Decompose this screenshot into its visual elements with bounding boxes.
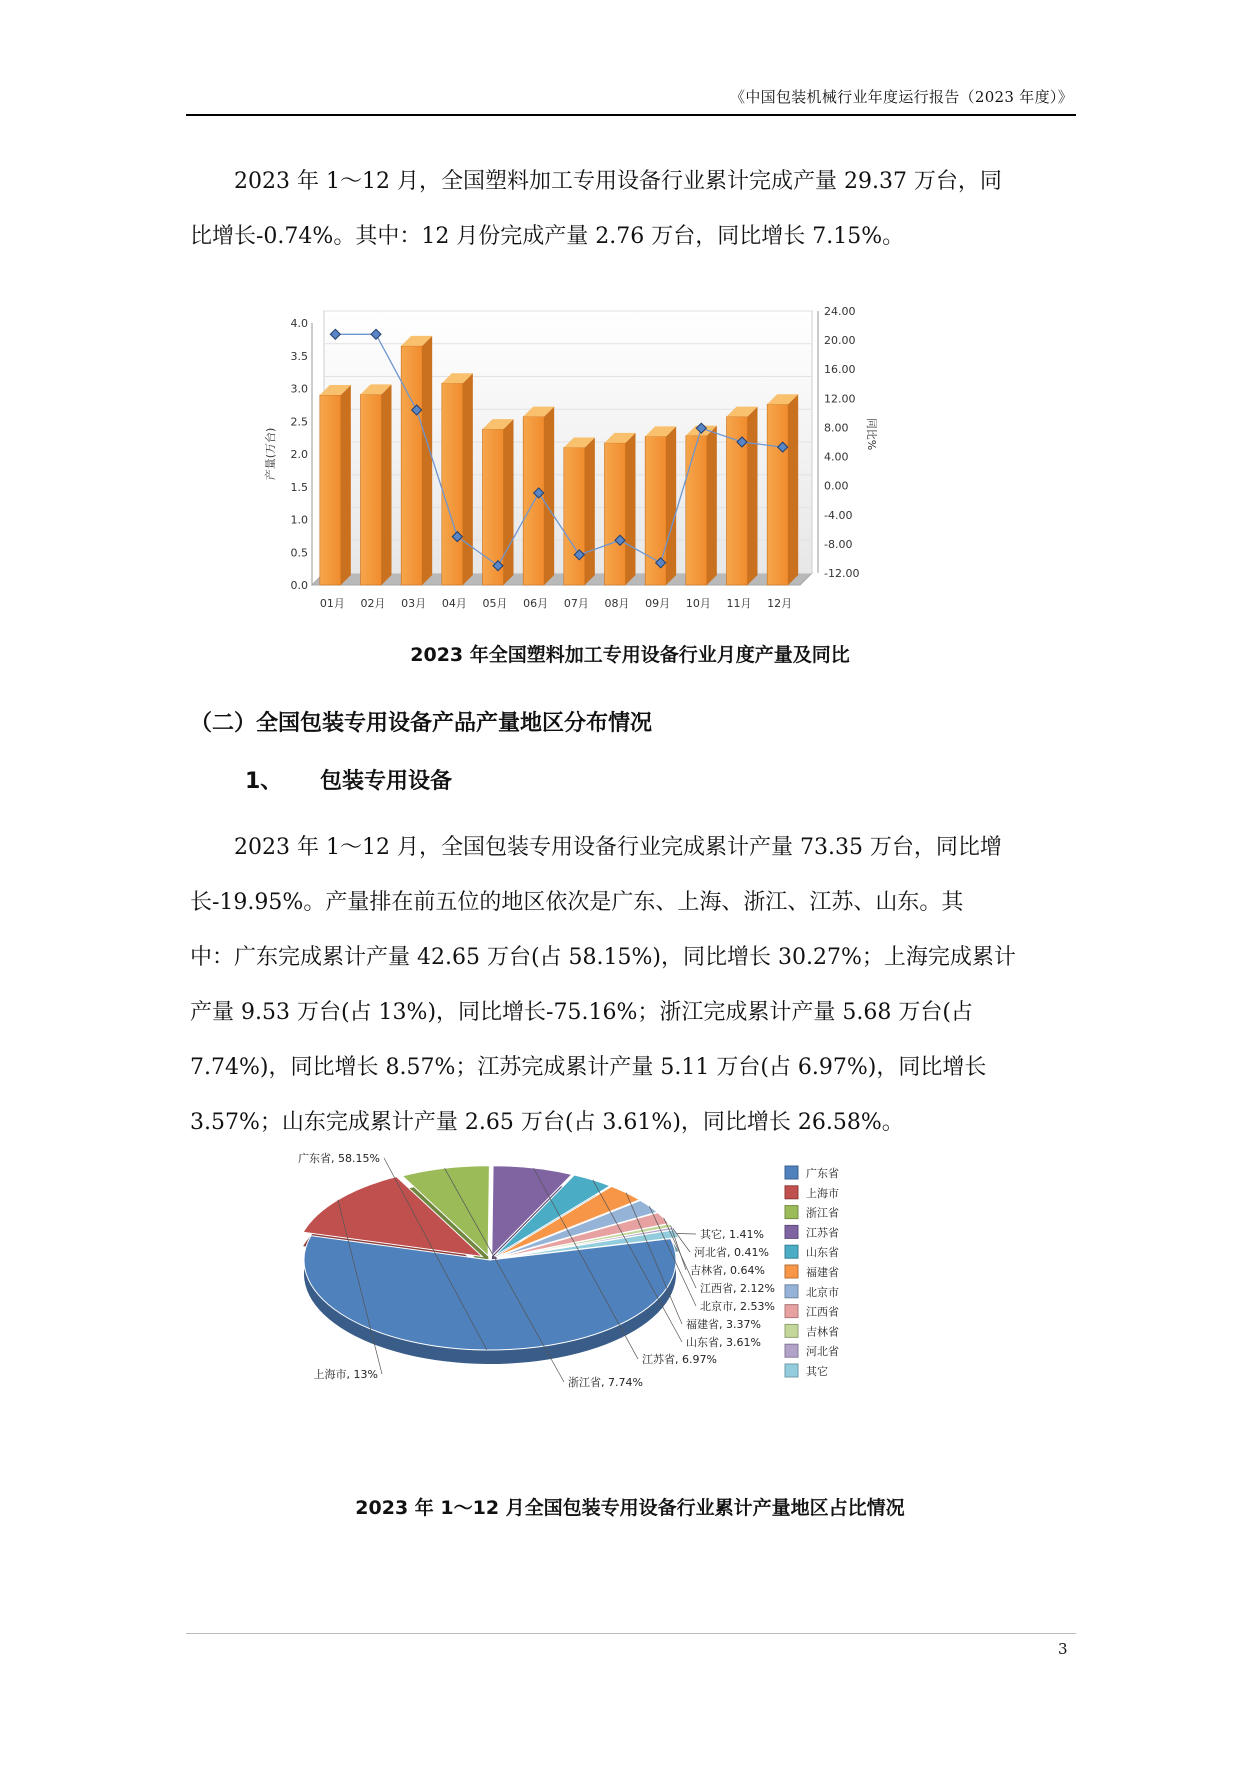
legend-swatch [785, 1206, 798, 1219]
subsection-heading [245, 764, 452, 795]
legend-swatch [785, 1265, 798, 1278]
x-tick-label: 12月 [767, 597, 793, 610]
pie-data-label: 北京市, 2.53% [700, 1300, 775, 1313]
bar [564, 447, 585, 585]
x-tick-label: 10月 [685, 597, 711, 610]
y-tick-label: 3.0 [290, 382, 308, 396]
x-tick-label: 04月 [441, 597, 467, 610]
legend-swatch [785, 1285, 798, 1298]
legend-label: 福建省 [806, 1266, 839, 1279]
x-tick-label: 09月 [645, 597, 671, 610]
paragraph-packaging [190, 820, 1070, 1150]
legend-label: 上海市 [806, 1186, 839, 1200]
x-tick-label: 11月 [726, 597, 752, 610]
bar-side [382, 384, 392, 585]
pie-data-label: 江西省, 2.12% [700, 1282, 775, 1295]
y2-tick-label: 16.00 [824, 363, 856, 377]
paragraph-plastics [190, 154, 1070, 264]
legend-swatch [785, 1324, 798, 1337]
paragraph-line: 比增长-0.74%。其中：12 月份完成产量 2.76 万台，同比增长 7.15%。 [190, 224, 905, 249]
y-tick-label: 2.0 [290, 448, 308, 461]
legend-label: 其它 [806, 1365, 828, 1378]
pie-chart [298, 1152, 1000, 1438]
x-tick-label: 07月 [563, 597, 589, 610]
subsection-number: 1、 [245, 769, 283, 794]
x-tick-label: 06月 [523, 597, 549, 610]
pie-data-label: 福建省, 3.37% [686, 1318, 761, 1331]
y2-tick-label: 8.00 [824, 421, 849, 435]
y2-tick-label: -4.00 [824, 508, 853, 522]
legend-swatch [785, 1364, 798, 1377]
bar-side [666, 426, 676, 585]
y-tick-label: 3.5 [290, 349, 308, 363]
y2-tick-label: -8.00 [824, 537, 853, 551]
legend-swatch [785, 1344, 798, 1357]
legend-label: 吉林省 [806, 1325, 839, 1339]
legend-swatch [785, 1305, 798, 1318]
legend-label: 江苏省 [806, 1226, 839, 1240]
bar-side [707, 426, 717, 585]
pie-data-label: 上海市, 13% [313, 1368, 378, 1381]
page-number: 3 [1058, 1640, 1068, 1658]
y-tick-label: 0.0 [290, 579, 308, 592]
y2-tick-label: 0.00 [824, 479, 849, 493]
bar-side [748, 407, 758, 585]
chart1-caption: 2023 年全国塑料加工专用设备行业月度产量及同比 [410, 644, 850, 666]
y-tick-label: 1.5 [290, 480, 308, 494]
legend-swatch [785, 1166, 798, 1179]
pie-data-label: 江苏省, 6.97% [642, 1353, 717, 1366]
y-axis-label: 产量(万台) [264, 427, 277, 481]
legend-swatch [785, 1245, 798, 1258]
y-tick-label: 4.0 [290, 317, 308, 330]
pie-data-label: 山东省, 3.61% [686, 1336, 761, 1349]
footer-rule [186, 1633, 1076, 1634]
pie-data-label: 吉林省, 0.64% [690, 1264, 765, 1277]
bar [686, 436, 707, 585]
bar [442, 383, 463, 585]
x-tick-label: 08月 [604, 597, 630, 610]
legend-swatch [785, 1186, 798, 1199]
x-tick-label: 03月 [401, 597, 427, 610]
bar-side [341, 385, 351, 585]
y2-tick-label: 12.00 [824, 392, 856, 406]
paragraph-line: 3.57%；山东完成累计产量 2.65 万台(占 3.61%)，同比增长 26.58%。 [190, 1110, 904, 1135]
bar [361, 394, 382, 585]
bar-side [788, 394, 798, 585]
bar [401, 346, 422, 585]
legend-swatch [785, 1225, 798, 1238]
y-tick-label: 0.5 [290, 546, 308, 560]
bar-line-chart [264, 295, 980, 625]
legend-label: 浙江省 [806, 1206, 839, 1220]
legend-label: 北京市 [806, 1285, 839, 1299]
y2-axis-label: 同比% [865, 417, 878, 451]
pie-data-label: 其它, 1.41% [700, 1228, 764, 1241]
y-tick-label: 2.5 [290, 415, 308, 429]
pie-data-label: 河北省, 0.41% [694, 1246, 769, 1259]
paragraph-line: 中：广东完成累计产量 42.65 万台(占 58.15%)，同比增长 30.27%；上海完成累计 [190, 945, 1016, 970]
legend-label: 江西省 [806, 1305, 839, 1319]
paragraph-line: 产量 9.53 万台(占 13%)，同比增长-75.16%；浙江完成累计产量 5.68 万台(占 [190, 1000, 973, 1025]
y2-tick-label: 20.00 [824, 334, 856, 348]
bar [767, 404, 788, 585]
section-heading: （二）全国包装专用设备产品产量地区分布情况 [190, 711, 653, 736]
bar-side [585, 437, 595, 585]
subsection-title: 包装专用设备 [320, 769, 453, 794]
bar [605, 443, 626, 585]
bar-side [544, 407, 554, 585]
paragraph-line: 2023 年 1～12 月，全国包装专用设备行业完成累计产量 73.35 万台，同比增 [234, 835, 1002, 860]
header-rule [186, 114, 1076, 116]
paragraph-line: 7.74%)，同比增长 8.57%；江苏完成累计产量 5.11 万台(占 6.97%)，同比增长 [190, 1055, 987, 1080]
bar [320, 395, 341, 585]
legend-label: 河北省 [806, 1345, 839, 1359]
y-tick-label: 1.0 [290, 513, 308, 527]
bar-side [463, 373, 473, 585]
x-tick-label: 05月 [482, 597, 508, 610]
chart2-caption: 2023 年 1～12 月全国包装专用设备行业累计产量地区占比情况 [355, 1497, 905, 1519]
legend-label: 广东省 [806, 1167, 839, 1180]
y2-tick-label: 24.00 [824, 305, 856, 318]
x-tick-label: 01月 [319, 597, 345, 610]
pie-data-label: 浙江省, 7.74% [568, 1376, 643, 1389]
bar-side [626, 433, 636, 585]
bar-side [422, 336, 432, 585]
x-tick-label: 02月 [360, 597, 386, 610]
paragraph-line: 长-19.95%。产量排在前五位的地区依次是广东、上海、浙江、江苏、山东。其 [190, 890, 964, 915]
pie-data-label: 广东省, 58.15% [298, 1152, 380, 1165]
page-header: 《中国包装机械行业年度运行报告（2023 年度）》 [730, 88, 1073, 106]
bar-side [504, 419, 514, 585]
legend-label: 山东省 [806, 1246, 839, 1260]
y2-tick-label: 4.00 [824, 450, 849, 464]
paragraph-line: 2023 年 1～12 月，全国塑料加工专用设备行业累计完成产量 29.37 万台，同 [234, 169, 1002, 194]
y2-tick-label: -12.00 [824, 567, 860, 580]
